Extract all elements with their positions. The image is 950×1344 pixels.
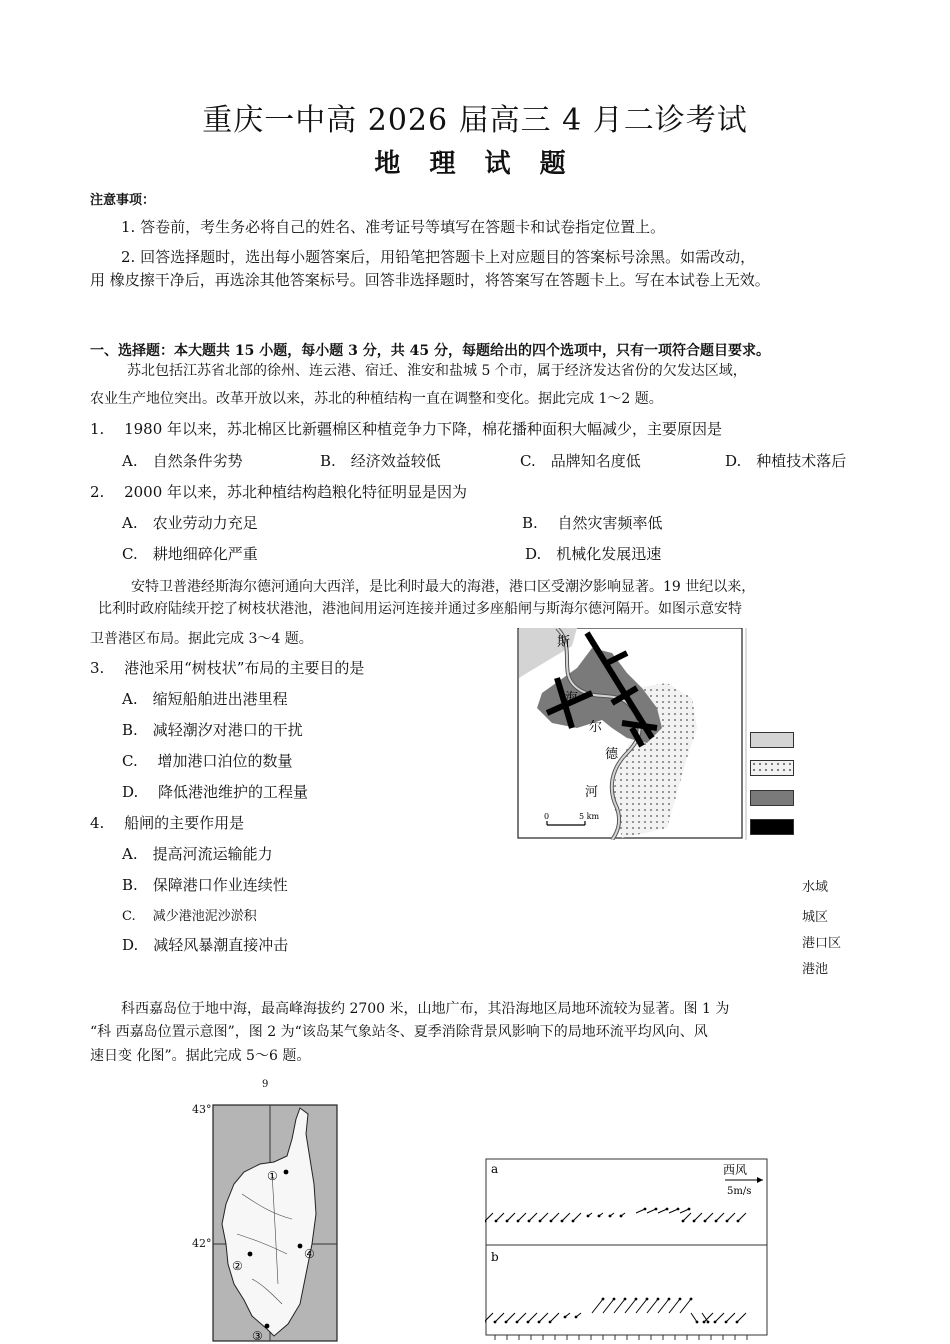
wind-vector-head xyxy=(704,1220,707,1223)
question-1-option-b: B. 经济效益较低 xyxy=(320,452,441,470)
wind-vector-head xyxy=(609,1215,612,1218)
scale-label: 5 km xyxy=(579,812,600,821)
station-1-label: ① xyxy=(267,1169,278,1183)
passage-1-line-1: 苏北包括江苏省北部的徐州、连云港、宿迁、淮安和盐城 5 个市，属于经济发达省份的欠发达区域， xyxy=(127,363,747,379)
notice-item-2-cont: 用 橡皮擦干净后，再选涂其他答案标号。回答非选择题时，将答案写在答题卡上。写在本试卷上无效。 xyxy=(90,271,770,289)
question-4-option-c: C. 减少港池泥沙淤积 xyxy=(122,909,257,924)
wind-vector-head xyxy=(655,1208,658,1211)
question-3-option-b: B. 减轻潮汐对港口的干扰 xyxy=(122,721,303,739)
latitude-42-label: 42° xyxy=(192,1237,212,1250)
wind-vector-head xyxy=(624,1298,627,1301)
question-3-option-d: D. 降低港池维护的工程量 xyxy=(122,783,309,801)
wind-vector-head xyxy=(505,1321,508,1324)
x-axis-ticks xyxy=(495,1335,747,1340)
river-char-3: 尔 xyxy=(589,720,603,735)
question-1-option-a: A. 自然条件劣势 xyxy=(122,452,243,470)
wind-vector-head xyxy=(613,1298,616,1301)
panel-b-label: b xyxy=(491,1250,499,1264)
question-4-option-b: B. 保障港口作业连续性 xyxy=(122,876,288,894)
river-char-1: 斯 xyxy=(557,635,571,650)
passage-2-line-1: 安特卫普港经斯海尔德河通向大西洋，是比利时最大的海港，港口区受潮汐影响显著。19 世纪以来， xyxy=(131,579,756,595)
passage-3-line-2: “科 西嘉岛位置示意图”，图 2 为“该岛某气象站冬、夏季消除背景风影响下的局地环流平均风向、风 xyxy=(90,1024,708,1040)
wind-vector-head xyxy=(666,1208,669,1211)
wind-vector-head xyxy=(572,1220,575,1223)
legend-label-port-area: 港口区 xyxy=(802,936,842,951)
station-3-label: ③ xyxy=(252,1329,263,1342)
wind-vector-head xyxy=(550,1220,553,1223)
question-2-option-a: A. 农业劳动力充足 xyxy=(122,514,258,532)
wind-vector-head xyxy=(737,1220,740,1223)
latitude-43-label: 43° xyxy=(192,1103,212,1116)
passage-2-line-3: 卫普港区布局。据此完成 3～4 题。 xyxy=(90,631,313,647)
scale-zero: 0 xyxy=(544,812,550,821)
notice-item-2: 2. 回答选择题时，选出每小题答案后，用铅笔把答题卡上对应题目的答案标号涂黑。如需改动， xyxy=(121,248,756,266)
wind-vector-head xyxy=(517,1220,520,1223)
map-top-mark: 9 xyxy=(262,1079,269,1090)
wind-vector-head xyxy=(715,1220,718,1223)
legend-west-wind: 西风 xyxy=(723,1163,748,1177)
wind-vector-head xyxy=(516,1321,519,1324)
wind-vector-head xyxy=(494,1321,497,1324)
legend-speed: 5m/s xyxy=(727,1186,752,1197)
panel-a-label: a xyxy=(491,1162,499,1176)
wind-vector-head xyxy=(714,1321,717,1324)
antwerp-port-map xyxy=(517,628,743,840)
question-2-option-d: D. 机械化发展迅速 xyxy=(525,545,662,563)
wind-vector-head xyxy=(539,1220,542,1223)
corsica-location-map xyxy=(212,1104,338,1342)
legend-swatch-port-area xyxy=(750,790,794,806)
question-1-option-d: D. 种植技术落后 xyxy=(725,452,847,470)
wind-vector-head xyxy=(693,1220,696,1223)
passage-3-line-1: 科西嘉岛位于地中海，最高峰海拔约 2700 米，山地广布，其沿海地区局地环流较为显著。图 1 为 xyxy=(121,1001,730,1017)
question-4-stem: 4. 船闸的主要作用是 xyxy=(90,814,245,832)
legend-divider xyxy=(745,628,747,840)
wind-vector-head xyxy=(707,1321,710,1324)
question-4-option-a: A. 提高河流运输能力 xyxy=(122,845,273,863)
wind-vector-head xyxy=(587,1215,590,1218)
wind-vector-head xyxy=(635,1298,638,1301)
wind-vector-head xyxy=(725,1321,728,1324)
wind-vector-head xyxy=(620,1215,623,1218)
wind-vector-head xyxy=(561,1220,564,1223)
wind-vector-head xyxy=(549,1321,552,1324)
river-char-2: 海 xyxy=(565,691,579,706)
passage-1-line-2: 农业生产地位突出。改革开放以来，苏北的种植结构一直在调整和变化。据此完成 1～2 题。 xyxy=(90,391,663,407)
question-2-option-b: B. 自然灾害频率低 xyxy=(522,514,663,532)
river-char-5: 河 xyxy=(585,785,599,800)
legend-swatch-basin xyxy=(750,819,794,835)
notice-heading: 注意事项： xyxy=(90,193,156,208)
wind-vector-head xyxy=(657,1298,660,1301)
river-char-4: 德 xyxy=(605,747,619,762)
question-1-stem: 1. 1980 年以来，苏北棉区比新疆棉区种植竞争力下降，棉花播种面积大幅减少，主要原因是 xyxy=(90,420,723,438)
wind-vector-head xyxy=(527,1321,530,1324)
question-2-stem: 2. 2000 年以来，苏北种植结构趋粮化特征明显是因为 xyxy=(90,483,468,501)
passage-3-line-3: 速日变 化图”。据此完成 5～6 题。 xyxy=(90,1048,311,1064)
wind-vector-head xyxy=(703,1321,706,1324)
wind-vector-head xyxy=(564,1316,567,1319)
wind-vector-head xyxy=(495,1220,498,1223)
wind-vector-head xyxy=(646,1298,649,1301)
wind-vector-head xyxy=(677,1208,680,1211)
question-1-option-c: C. 品牌知名度低 xyxy=(520,452,641,470)
legend-label-water: 水域 xyxy=(802,880,829,895)
legend-swatch-city xyxy=(750,760,794,776)
wind-vector-head xyxy=(696,1321,699,1324)
station-2-label: ② xyxy=(232,1259,243,1273)
wind-vector-head xyxy=(682,1220,685,1223)
wind-vector-head xyxy=(644,1208,647,1211)
legend-label-city: 城区 xyxy=(802,910,829,925)
wind-vector-head xyxy=(528,1220,531,1223)
wind-vector-head xyxy=(538,1321,541,1324)
wind-vector-head xyxy=(598,1215,601,1218)
wind-vector-head xyxy=(690,1298,693,1301)
wind-vector-head xyxy=(668,1298,671,1301)
notice-item-1: 1. 答卷前，考生务必将自己的姓名、准考证号等填写在答题卡和试卷指定位置上。 xyxy=(121,218,666,236)
question-2-option-c: C. 耕地细碎化严重 xyxy=(122,545,258,563)
wind-vector-head xyxy=(602,1298,605,1301)
wind-vector-head xyxy=(726,1220,729,1223)
question-3-stem: 3. 港池采用“树枝状”布局的主要目的是 xyxy=(90,659,365,677)
legend-swatch-water xyxy=(750,732,794,748)
section-heading: 一、选择题：本大题共 15 小题，每小题 3 分，共 45 分，每题给出的四个选项中，只有一项符合题目要求。 xyxy=(90,343,770,359)
question-3-option-c: C. 增加港口泊位的数量 xyxy=(122,752,293,770)
exam-subtitle: 地 理 试 题 xyxy=(374,149,576,179)
exam-title: 重庆一中高 2026 届高三 4 月二诊考试 xyxy=(202,103,748,138)
passage-2-line-2: 比利时政府陆续开挖了树枝状港池，港池间用运河连接并通过多座船闸与斯海尔德河隔开。如图示意安特 xyxy=(98,601,742,617)
legend-label-basin: 港池 xyxy=(802,962,829,977)
station-4-label: ④ xyxy=(304,1247,315,1261)
wind-vector-head xyxy=(679,1298,682,1301)
question-4-option-d: D. 减轻风暴潮直接冲击 xyxy=(122,936,289,954)
wind-vector-head xyxy=(688,1208,691,1211)
wind-vector-head xyxy=(575,1316,578,1319)
wind-diurnal-chart xyxy=(485,1158,768,1340)
wind-vector-head xyxy=(506,1220,509,1223)
wind-vector-head xyxy=(736,1321,739,1324)
question-3-option-a: A. 缩短船舶进出港里程 xyxy=(122,690,288,708)
